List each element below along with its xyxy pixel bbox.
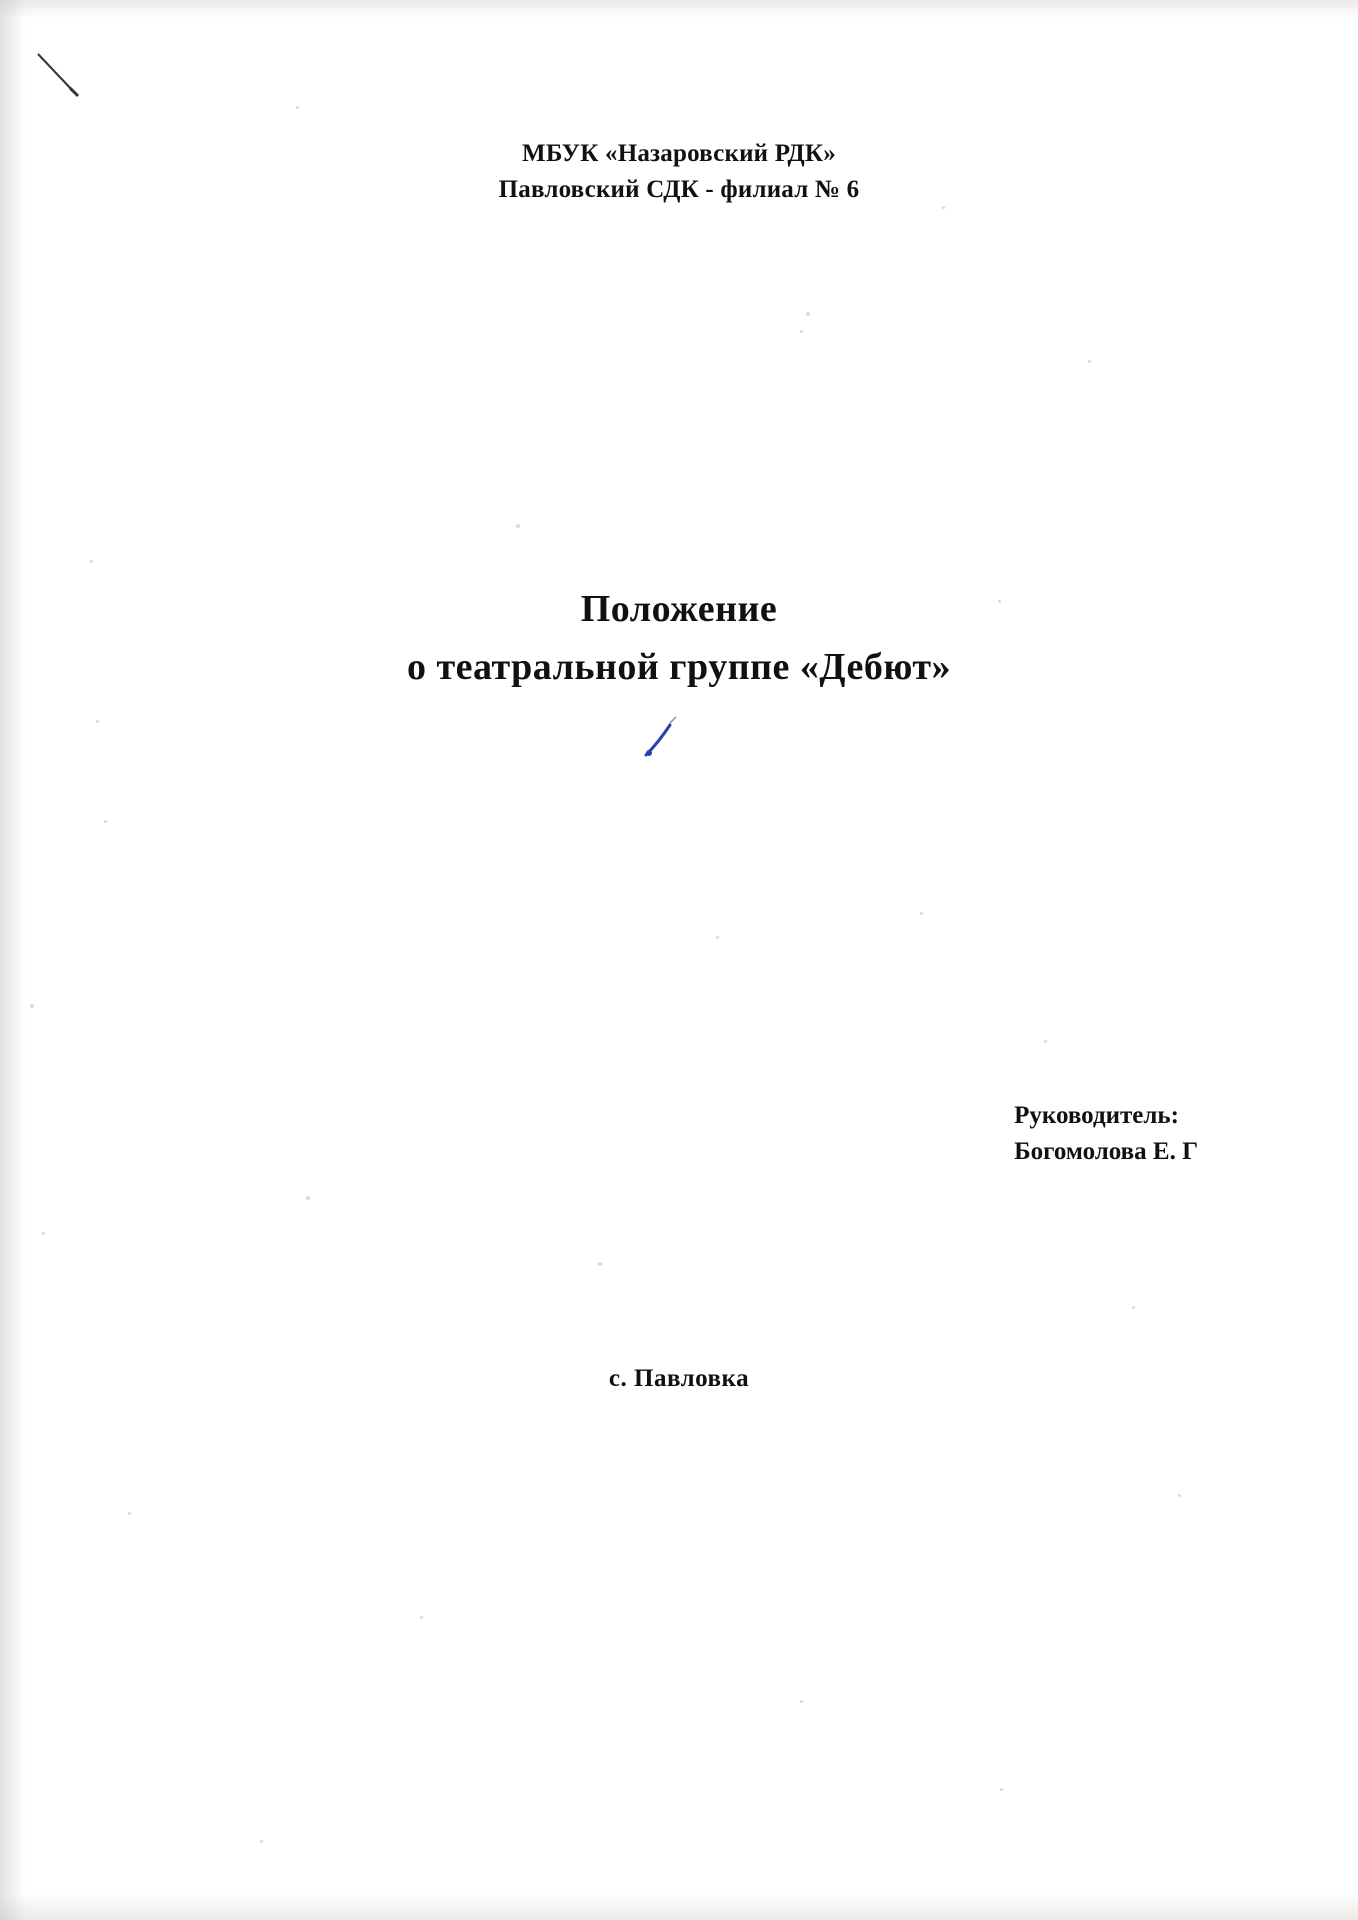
document-title-subject: о театральной группе «Дебют» xyxy=(406,646,952,688)
document-footer xyxy=(0,1365,1358,1393)
pen-stroke-mark-icon xyxy=(36,52,82,98)
organization-header xyxy=(0,136,1358,208)
document-place: с. Павловка xyxy=(608,1365,750,1392)
signature-name: Богомолова Е. Г xyxy=(1014,1138,1198,1165)
blue-ink-mark-icon xyxy=(640,715,688,763)
organization-name-line-1: МБУК «Назаровский РДК» xyxy=(522,140,836,167)
scan-edge-shadow-top xyxy=(0,0,1358,18)
document-title-block xyxy=(0,580,1358,696)
signature-role: Руководитель: xyxy=(1014,1102,1179,1129)
signature-block xyxy=(1014,1098,1198,1170)
scan-edge-shadow-bottom xyxy=(0,1894,1358,1920)
organization-name-line-2: Павловский СДК - филиал № 6 xyxy=(498,176,860,203)
scan-edge-shadow-left xyxy=(0,0,26,1920)
document-title-main: Положение xyxy=(580,588,778,630)
